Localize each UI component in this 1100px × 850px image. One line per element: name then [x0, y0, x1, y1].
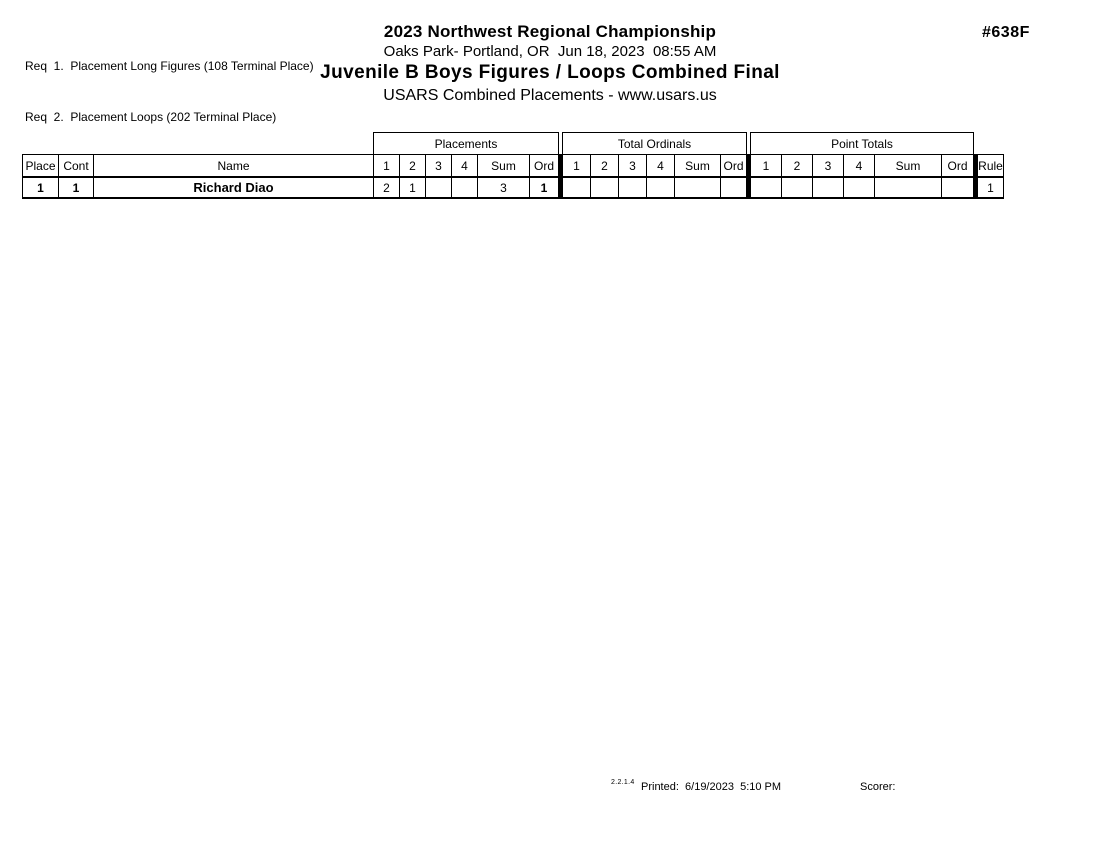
cell-place: 1: [23, 177, 59, 198]
header-cell-points-2: 2: [782, 155, 813, 178]
table-row: [23, 177, 1004, 198]
championship-title: 2023 Northwest Regional Championship: [383, 22, 717, 41]
report-title: USARS Combined Placements - www.usars.us: [383, 87, 717, 104]
cell-cont: 1: [59, 177, 94, 198]
cell-points-3: [813, 177, 844, 198]
cell-points-2: [782, 177, 813, 198]
group-header-point-totals: Point Totals: [751, 133, 974, 155]
software-version-superscript: 2.2.1.4: [611, 779, 635, 786]
cell-ordinals-sum: [675, 177, 721, 198]
scorer-label: Scorer:: [860, 781, 896, 793]
header-cell-points-sum: Sum: [875, 155, 942, 178]
header-cell-ordinals-4: 4: [647, 155, 675, 178]
cell-ordinals-2: [591, 177, 619, 198]
header-cell-points-3: 3: [813, 155, 844, 178]
header-cell-ordinals-sum: Sum: [675, 155, 721, 178]
cell-placements-1: 2: [374, 177, 400, 198]
header-cell-placements-4: 4: [452, 155, 478, 178]
printed-timestamp: Printed: 6/19/2023 5:10 PM: [641, 781, 782, 793]
cell-placements-sum: 3: [478, 177, 530, 198]
header-cell-cont: Cont: [59, 155, 94, 178]
header-cell-placements-sum: Sum: [478, 155, 530, 178]
results-table: [22, 132, 1004, 199]
cell-rule: 1: [978, 177, 1004, 198]
header-cell-rule: Rule: [978, 155, 1004, 178]
cell-ordinals-ord: [721, 177, 747, 198]
group-header-placements: Placements: [374, 133, 559, 155]
cell-name: Richard Diao: [94, 177, 374, 198]
group-header-row: [23, 133, 1004, 155]
cell-points-4: [844, 177, 875, 198]
req-line-2: Req 2. Placement Loops (202 Terminal Place): [25, 110, 277, 124]
header-cell-name: Name: [94, 155, 374, 178]
cell-points-sum: [875, 177, 942, 198]
event-title: Juvenile B Boys Figures / Loops Combined Final: [320, 62, 780, 83]
venue-date-line: Oaks Park- Portland, OR Jun 18, 2023 08:55 AM: [383, 43, 717, 60]
doc-number: #638F: [982, 24, 1030, 41]
column-header-row: [23, 155, 1004, 178]
cell-ordinals-1: [563, 177, 591, 198]
header-cell-place: Place: [23, 155, 59, 178]
group-spacer-rule: [978, 133, 1004, 155]
header-cell-ordinals-2: 2: [591, 155, 619, 178]
title-block: [0, 22, 1100, 107]
header-cell-placements-ord: Ord: [530, 155, 559, 178]
header-cell-points-1: 1: [751, 155, 782, 178]
header-cell-placements-1: 1: [374, 155, 400, 178]
header-cell-ordinals-ord: Ord: [721, 155, 747, 178]
header-cell-points-4: 4: [844, 155, 875, 178]
cell-placements-2: 1: [400, 177, 426, 198]
req-line-1: Req 1. Placement Long Figures (108 Terminal Place): [25, 59, 314, 73]
header-cell-placements-2: 2: [400, 155, 426, 178]
header-cell-placements-3: 3: [426, 155, 452, 178]
cell-placements-ord: 1: [530, 177, 559, 198]
group-spacer-left: [23, 133, 374, 155]
cell-placements-4: [452, 177, 478, 198]
cell-points-1: [751, 177, 782, 198]
cell-ordinals-3: [619, 177, 647, 198]
group-header-total-ordinals: Total Ordinals: [563, 133, 747, 155]
header-cell-points-ord: Ord: [942, 155, 974, 178]
cell-points-ord: [942, 177, 974, 198]
cell-ordinals-4: [647, 177, 675, 198]
header-cell-ordinals-1: 1: [563, 155, 591, 178]
header-cell-ordinals-3: 3: [619, 155, 647, 178]
cell-placements-3: [426, 177, 452, 198]
